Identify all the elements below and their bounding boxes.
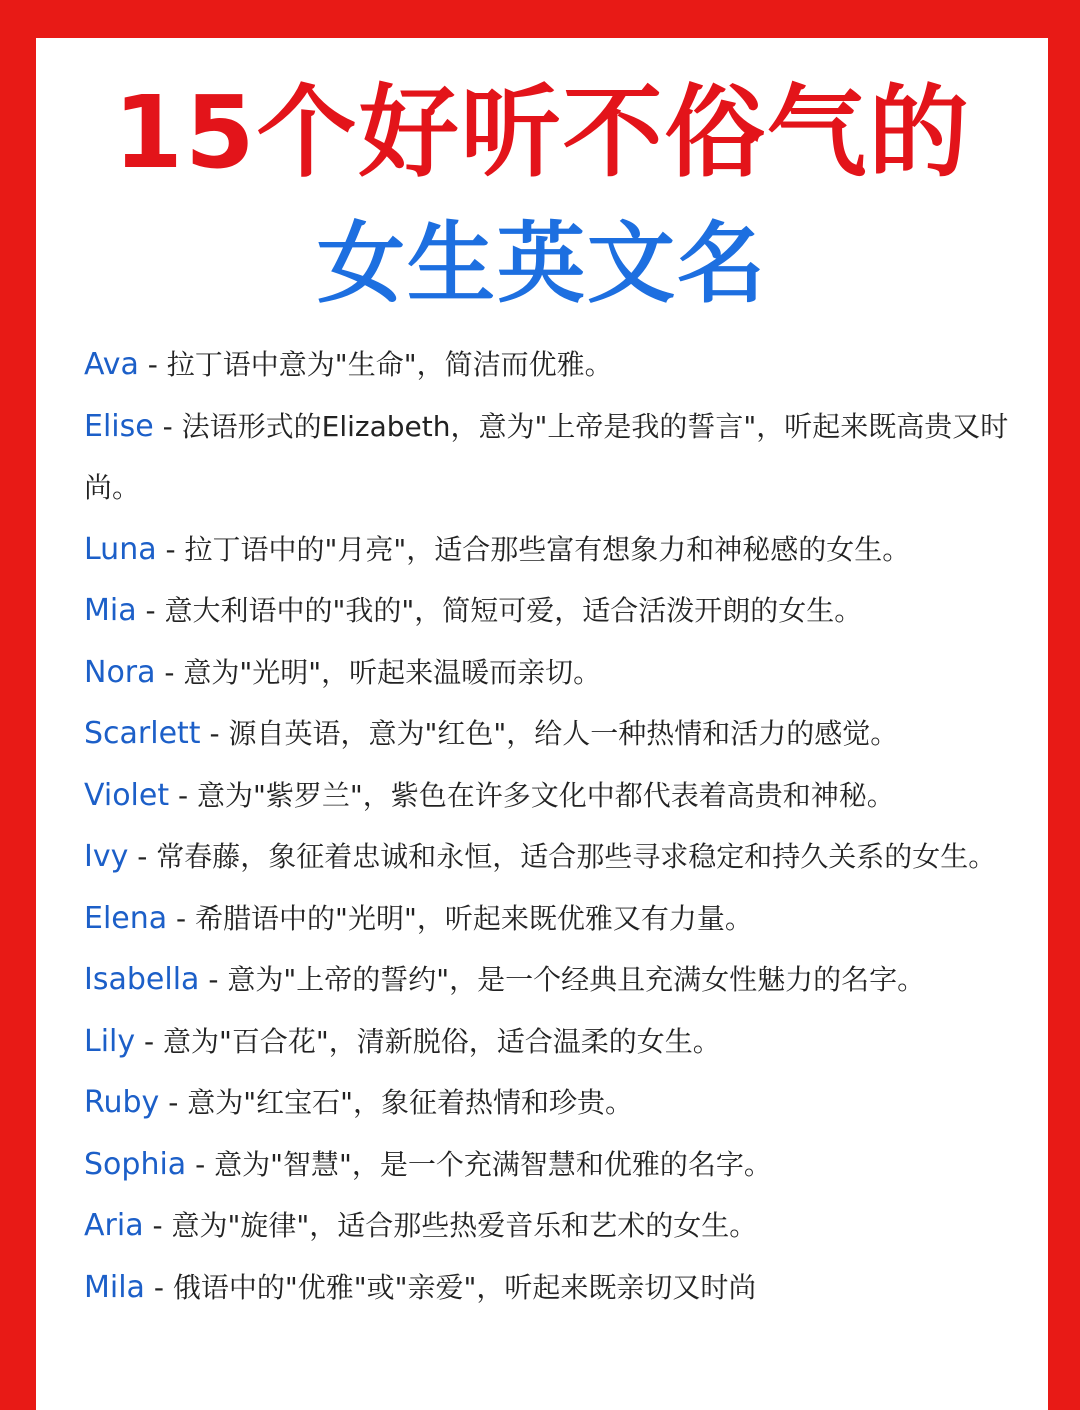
entry-description: - 意为"光明"，听起来温暖而亲切。 bbox=[155, 655, 602, 689]
entry-description: - 意为"紫罗兰"，紫色在许多文化中都代表着高贵和神秘。 bbox=[169, 778, 895, 812]
list-item bbox=[84, 765, 1014, 827]
entry-description: - 常春藤，象征着忠诚和永恒，适合那些寻求稳定和持久关系的女生。 bbox=[128, 840, 997, 873]
entry-description: - 意为"上帝的誓约"，是一个经典且充满女性魅力的名字。 bbox=[199, 963, 926, 996]
entry-description: - 源自英语，意为"红色"，给人一种热情和活力的感觉。 bbox=[200, 717, 899, 750]
list-item bbox=[84, 826, 1014, 888]
entry-description: - 希腊语中的"光明"，听起来既优雅又有力量。 bbox=[167, 901, 753, 935]
list-item bbox=[84, 334, 1014, 396]
list-item bbox=[84, 580, 1014, 642]
list-item bbox=[84, 888, 1014, 950]
name-list bbox=[84, 334, 1014, 1318]
list-item bbox=[84, 396, 1014, 519]
list-item bbox=[84, 1072, 1014, 1134]
entry-description: - 法语形式的Elizabeth，意为"上帝是我的誓言"，听起来既高贵又时尚。 bbox=[84, 409, 1009, 504]
list-item bbox=[84, 949, 1014, 1011]
entry-name: Nora bbox=[84, 654, 156, 690]
entry-name: Mia bbox=[84, 593, 137, 628]
entry-description: - 意为"旋律"，适合那些热爱音乐和艺术的女生。 bbox=[143, 1209, 758, 1242]
list-item bbox=[84, 703, 1014, 765]
entry-description: - 拉丁语中的"月亮"，适合那些富有想象力和神秘感的女生。 bbox=[156, 532, 911, 566]
entry-name: Isabella bbox=[84, 962, 200, 997]
list-item bbox=[84, 519, 1014, 581]
entry-description: - 俄语中的"优雅"或"亲爱"，听起来既亲切又时尚 bbox=[144, 1270, 757, 1304]
entry-name: Elise bbox=[84, 408, 154, 444]
list-item bbox=[84, 1134, 1014, 1196]
entry-description: - 意为"红宝石"，象征着热情和珍贵。 bbox=[159, 1086, 633, 1119]
entry-description: - 意大利语中的"我的"，简短可爱，适合活泼开朗的女生。 bbox=[136, 594, 863, 627]
list-item bbox=[84, 1011, 1014, 1073]
entry-name: Ruby bbox=[84, 1085, 160, 1120]
entry-name: Elena bbox=[84, 900, 168, 936]
entry-description: - 意为"智慧"，是一个充满智慧和优雅的名字。 bbox=[186, 1147, 772, 1181]
entry-name: Violet bbox=[84, 777, 170, 813]
entry-name: Scarlett bbox=[84, 716, 201, 751]
entry-name: Lily bbox=[84, 1023, 136, 1059]
list-item bbox=[84, 642, 1014, 704]
page-subtitle: 女生英文名 bbox=[316, 212, 767, 315]
entry-name: Sophia bbox=[84, 1146, 187, 1182]
content-card bbox=[36, 38, 1048, 1410]
entry-name: Luna bbox=[84, 531, 157, 567]
entry-name: Mila bbox=[84, 1269, 145, 1305]
list-item bbox=[84, 1195, 1014, 1257]
entry-name: Ava bbox=[84, 347, 139, 382]
page-title: 15个好听不俗气的 bbox=[113, 74, 971, 191]
entry-name: Ivy bbox=[84, 839, 129, 874]
entry-name: Aria bbox=[84, 1208, 144, 1243]
entry-description: - 拉丁语中意为"生命"，简洁而优雅。 bbox=[138, 348, 613, 381]
list-item bbox=[84, 1257, 1014, 1319]
entry-description: - 意为"百合花"，清新脱俗，适合温柔的女生。 bbox=[135, 1024, 721, 1058]
